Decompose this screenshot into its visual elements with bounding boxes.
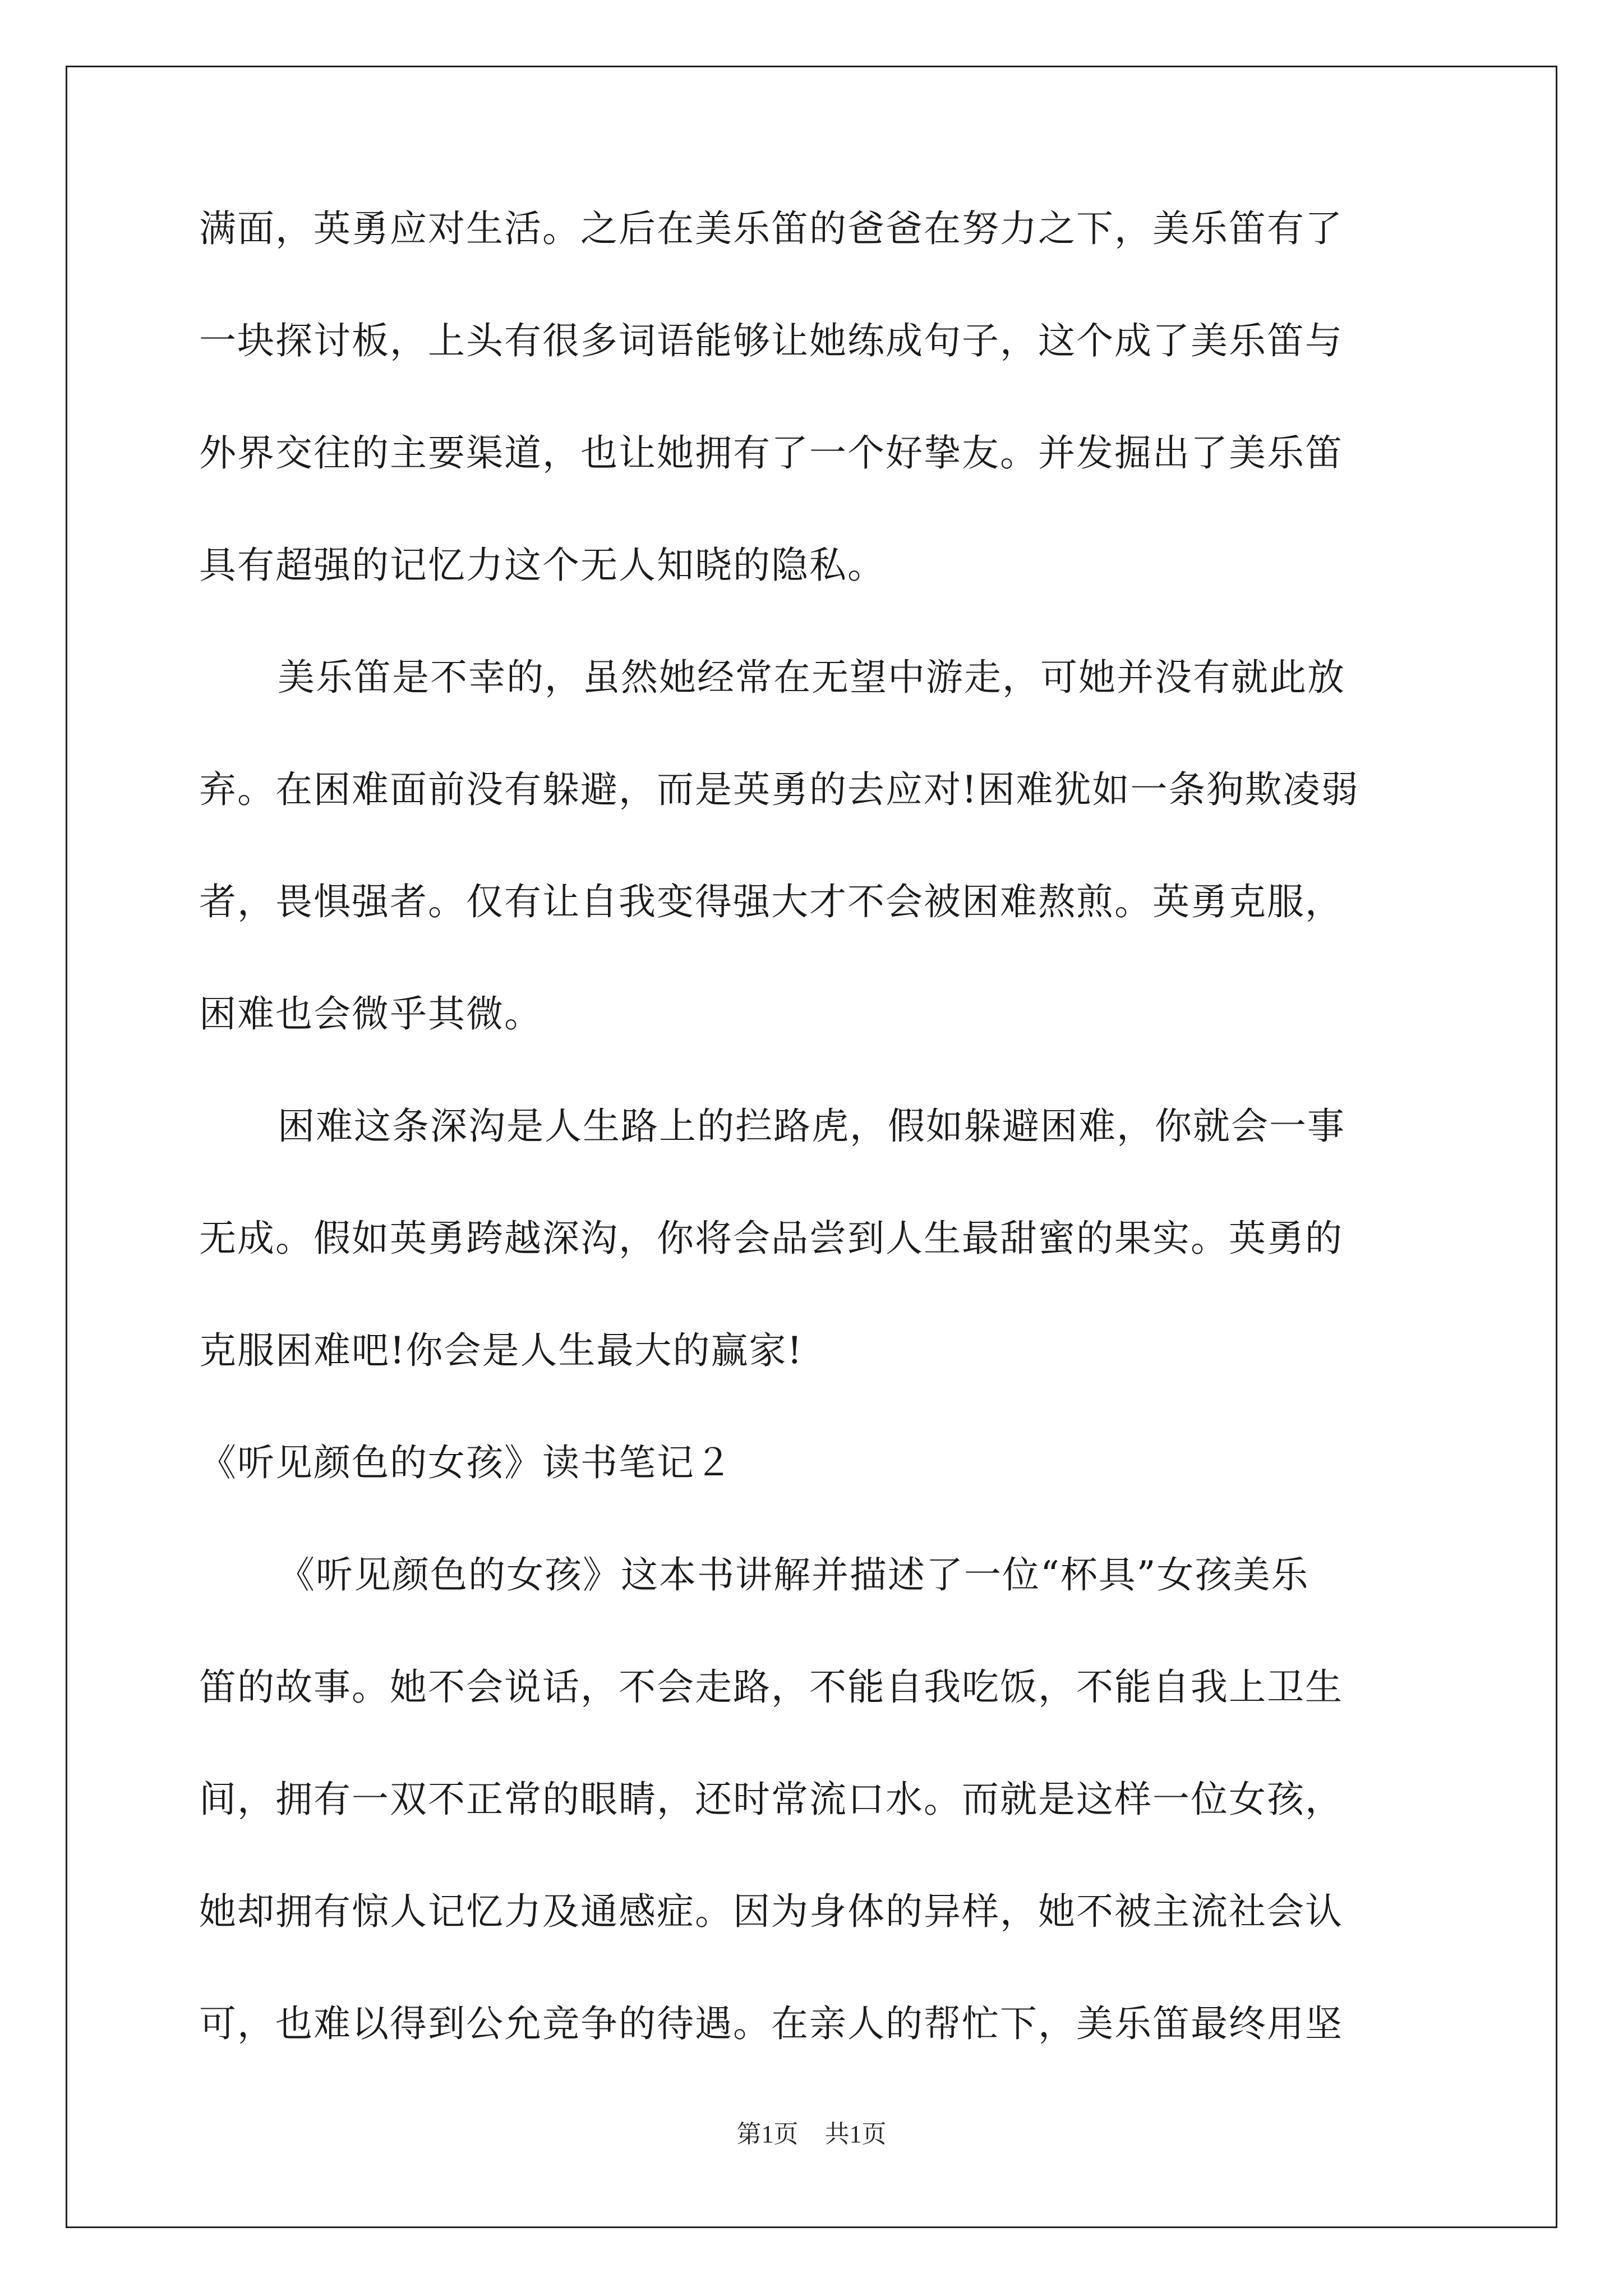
text-line: 美乐笛是不幸的，虽然她经常在无望中游走，可她并没有就此放 bbox=[278, 656, 1345, 699]
page-total: 共1页 bbox=[824, 2120, 887, 2148]
text-line: 间，拥有一双不正常的眼睛，还时常流口水。而就是这样一位女孩， bbox=[199, 1778, 1343, 1821]
text-line: 《听见颜色的女孩》这本书讲解并描述了一位“杯具”女孩美乐 bbox=[278, 1553, 1310, 1596]
text-line: 弃。在困难面前没有躲避，而是英勇的去应对!困难犹如一条狗欺凌弱 bbox=[199, 768, 1359, 811]
text-line: 困难也会微乎其微。 bbox=[199, 992, 542, 1036]
page-footer bbox=[0, 2114, 1623, 2150]
text-line: 者，畏惧强者。仅有让自我变得强大才不会被困难熬煎。英勇克服， bbox=[199, 880, 1343, 923]
text-line: 可，也难以得到公允竞争的待遇。在亲人的帮忙下，美乐笛最终用坚 bbox=[199, 2002, 1343, 2045]
text-line: 克服困难吧!你会是人生最大的赢家! bbox=[199, 1329, 804, 1372]
text-line: 无成。假如英勇跨越深沟，你将会品尝到人生最甜蜜的果实。英勇的 bbox=[199, 1217, 1343, 1260]
text-line: 具有超强的记忆力这个无人知晓的隐私。 bbox=[199, 544, 886, 587]
text-line: 困难这条深沟是人生路上的拦路虎，假如躲避困难，你就会一事 bbox=[278, 1105, 1345, 1148]
page-number: 第1页 bbox=[736, 2120, 799, 2148]
text-line: 外界交往的主要渠道，也让她拥有了一个好挚友。并发掘出了美乐笛 bbox=[199, 431, 1343, 475]
text-line: 一块探讨板，上头有很多词语能够让她练成句子，这个成了美乐笛与 bbox=[199, 319, 1343, 362]
text-line: 笛的故事。她不会说话，不会走路，不能自我吃饭，不能自我上卫生 bbox=[199, 1665, 1343, 1709]
section-heading: 《听见颜色的女孩》读书笔记２ bbox=[199, 1441, 733, 1484]
text-line: 满面，英勇应对生活。之后在美乐笛的爸爸在努力之下，美乐笛有了 bbox=[199, 207, 1343, 250]
document-body bbox=[199, 207, 1430, 2118]
text-line: 她却拥有惊人记忆力及通感症。因为身体的异样，她不被主流社会认 bbox=[199, 1890, 1343, 1933]
